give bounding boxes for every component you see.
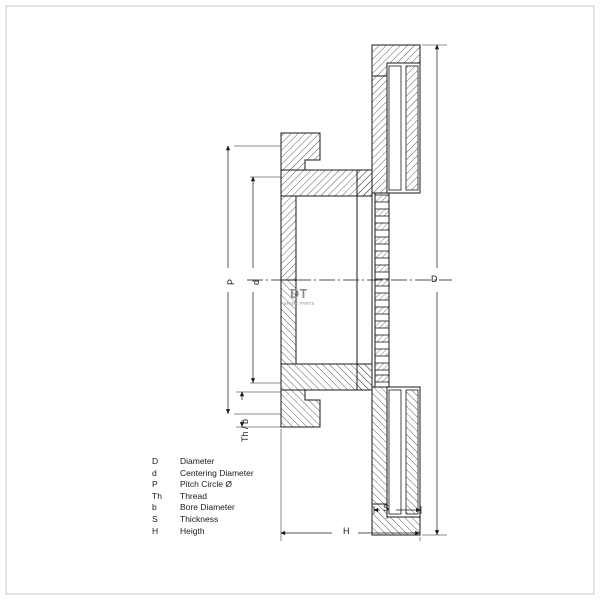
legend-symbol: Th bbox=[152, 490, 162, 501]
legend-symbol: S bbox=[152, 513, 158, 524]
legend bbox=[152, 456, 402, 537]
legend-row bbox=[152, 514, 402, 526]
legend-row bbox=[152, 502, 402, 514]
disc-outer-ring-top bbox=[372, 45, 420, 193]
dimension-label-H: H bbox=[343, 526, 350, 536]
dt-spare-parts-watermark bbox=[277, 288, 321, 307]
legend-description: Diameter bbox=[180, 456, 215, 466]
dimension-label-Th-b: Th / b bbox=[240, 418, 250, 442]
legend-row bbox=[152, 491, 402, 503]
legend-row bbox=[152, 456, 402, 468]
legend-row bbox=[152, 479, 402, 491]
dimension-label-D: D bbox=[431, 274, 438, 284]
legend-row bbox=[152, 526, 402, 538]
dimension-label-S: S bbox=[383, 503, 390, 513]
watermark-main-text: DT bbox=[290, 287, 308, 301]
legend-row bbox=[152, 468, 402, 480]
legend-description: Heigth bbox=[180, 525, 205, 536]
legend-description: Pitch Circle Ø bbox=[180, 479, 232, 490]
legend-symbol: d bbox=[152, 467, 157, 478]
watermark-sub-text: SPARE PARTS bbox=[283, 301, 315, 306]
legend-symbol: H bbox=[152, 525, 159, 536]
dimension-label-d: d bbox=[251, 279, 261, 285]
legend-symbol: P bbox=[152, 479, 158, 490]
vent-fin-band bbox=[375, 193, 389, 387]
legend-symbol: b bbox=[152, 502, 157, 513]
legend-description: Bore Diameter bbox=[180, 502, 235, 513]
legend-description: Thickness bbox=[180, 513, 219, 524]
legend-description: Centering Diameter bbox=[180, 467, 254, 478]
legend-description: Thread bbox=[180, 490, 207, 501]
legend-symbol: D bbox=[152, 456, 159, 466]
dimension-label-P: P bbox=[226, 278, 236, 285]
